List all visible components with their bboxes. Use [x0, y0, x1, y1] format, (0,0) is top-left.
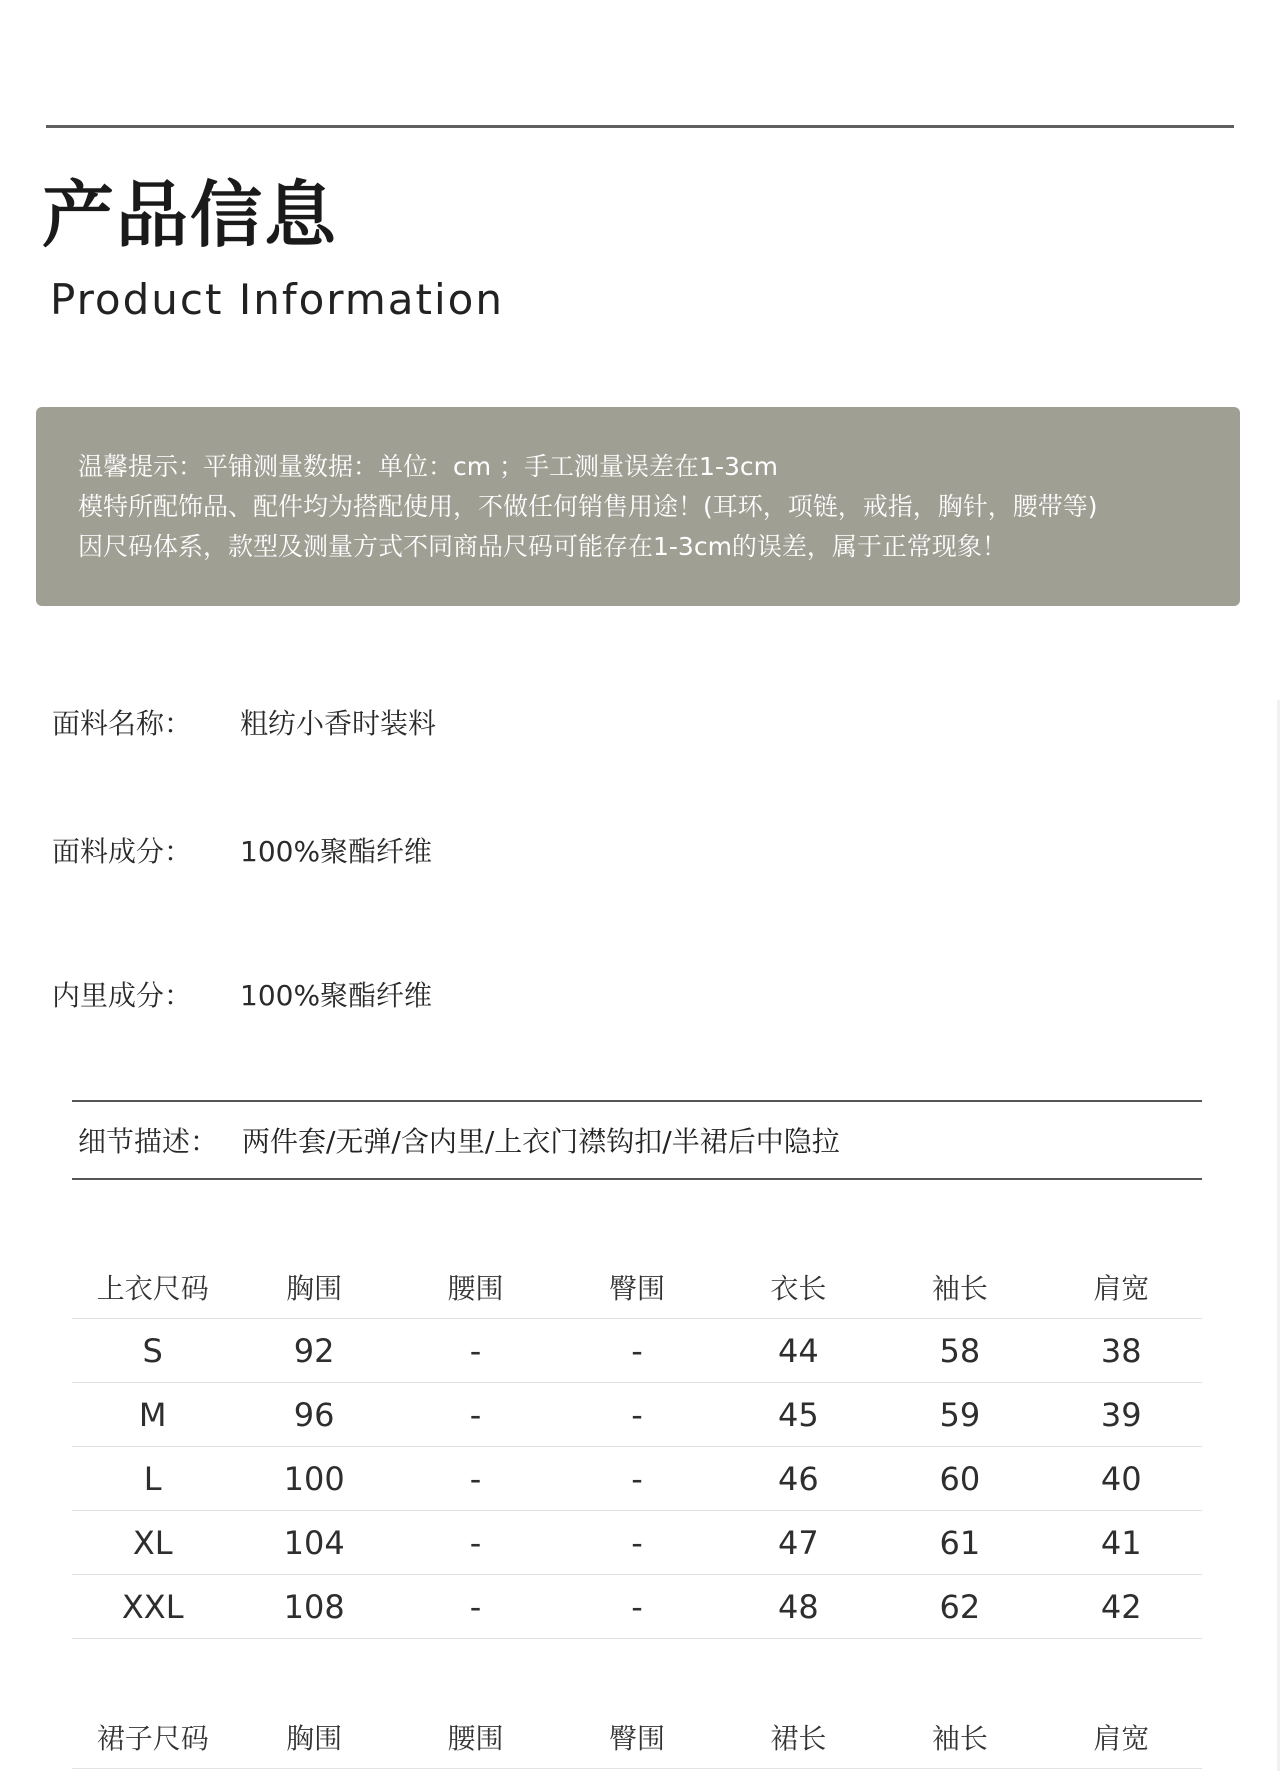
table-header-cell: 袖长 [879, 1256, 1040, 1319]
table-cell: L [72, 1447, 233, 1511]
table-cell: 40 [1041, 1447, 1202, 1511]
table-cell: 38 [1041, 1319, 1202, 1383]
lining-composition-row [52, 976, 432, 1016]
table-cell: S [72, 1319, 233, 1383]
table-cell: - [556, 1575, 717, 1639]
fabric-composition-label: 面料成分： [52, 835, 193, 868]
detail-description [72, 1100, 1202, 1180]
page-title-english: Product Information [50, 275, 504, 324]
table-cell: - [395, 1511, 556, 1575]
table-header-cell: 裙长 [718, 1706, 879, 1769]
table-cell: 48 [718, 1575, 879, 1639]
table-cell: XL [72, 1511, 233, 1575]
detail-value: 两件套/无弹/含内里/上衣门襟钩扣/半裙后中隐拉 [242, 1125, 840, 1158]
table-cell: XXL [72, 1575, 233, 1639]
page-title-chinese: 产品信息 [42, 173, 339, 257]
table-cell: - [556, 1383, 717, 1447]
notice-line: 温馨提示：平铺测量数据：单位：cm ；手工测量误差在1-3cm [78, 452, 778, 481]
table-header-cell: 胸围 [233, 1256, 394, 1319]
table-cell: 108 [233, 1575, 394, 1639]
lining-composition-label: 内里成分： [52, 979, 193, 1012]
table-cell: 45 [718, 1383, 879, 1447]
table-cell: - [395, 1383, 556, 1447]
table-cell: 47 [718, 1511, 879, 1575]
table-header-cell: 臀围 [556, 1256, 717, 1319]
table-cell: - [395, 1447, 556, 1511]
detail-label: 细节描述： [78, 1125, 219, 1158]
table-cell: 59 [879, 1383, 1040, 1447]
table-row [72, 1575, 1202, 1639]
fabric-composition-value: 100%聚酯纤维 [240, 835, 433, 868]
table-header-cell: 臀围 [556, 1706, 717, 1769]
table-cell: 60 [879, 1447, 1040, 1511]
table-header-row [72, 1706, 1202, 1769]
table-row [72, 1383, 1202, 1447]
fabric-name-label: 面料名称： [52, 707, 193, 740]
table-cell: 96 [233, 1383, 394, 1447]
notice-box [36, 407, 1240, 606]
top-size-table [72, 1256, 1202, 1639]
table-header-cell: 袖长 [879, 1706, 1040, 1769]
table-cell: 100 [233, 1447, 394, 1511]
table-cell: 44 [718, 1319, 879, 1383]
table-header-row [72, 1256, 1202, 1319]
table-cell: 39 [1041, 1383, 1202, 1447]
top-divider [46, 125, 1234, 128]
table-cell: 92 [233, 1319, 394, 1383]
table-cell: 58 [879, 1319, 1040, 1383]
table-header-cell: 裙子尺码 [72, 1706, 233, 1769]
table-header-cell: 肩宽 [1041, 1256, 1202, 1319]
table-cell: - [395, 1319, 556, 1383]
table-row [72, 1511, 1202, 1575]
table-header-cell: 腰围 [395, 1706, 556, 1769]
table-cell: - [556, 1511, 717, 1575]
fabric-name-value: 粗纺小香时装料 [240, 707, 437, 740]
fabric-composition-row [52, 832, 432, 872]
notice-line: 因尺码体系，款型及测量方式不同商品尺码可能存在1-3cm的误差，属于正常现象！ [78, 532, 1007, 561]
lining-composition-value: 100%聚酯纤维 [240, 979, 433, 1012]
table-cell: 62 [879, 1575, 1040, 1639]
table-header-cell: 肩宽 [1041, 1706, 1202, 1769]
skirt-size-table [72, 1706, 1202, 1769]
notice-line: 模特所配饰品、配件均为搭配使用，不做任何销售用途！(耳环，项链，戒指，胸针，腰带等) [78, 492, 1098, 521]
table-cell: 41 [1041, 1511, 1202, 1575]
fabric-name-row [52, 704, 436, 744]
table-cell: 42 [1041, 1575, 1202, 1639]
table-row [72, 1447, 1202, 1511]
table-cell: 46 [718, 1447, 879, 1511]
table-cell: M [72, 1383, 233, 1447]
table-header-cell: 衣长 [718, 1256, 879, 1319]
table-row [72, 1319, 1202, 1383]
table-header-cell: 上衣尺码 [72, 1256, 233, 1319]
table-cell: - [556, 1319, 717, 1383]
table-cell: - [395, 1575, 556, 1639]
table-cell: 61 [879, 1511, 1040, 1575]
table-header-cell: 腰围 [395, 1256, 556, 1319]
table-cell: - [556, 1447, 717, 1511]
table-header-cell: 胸围 [233, 1706, 394, 1769]
table-cell: 104 [233, 1511, 394, 1575]
